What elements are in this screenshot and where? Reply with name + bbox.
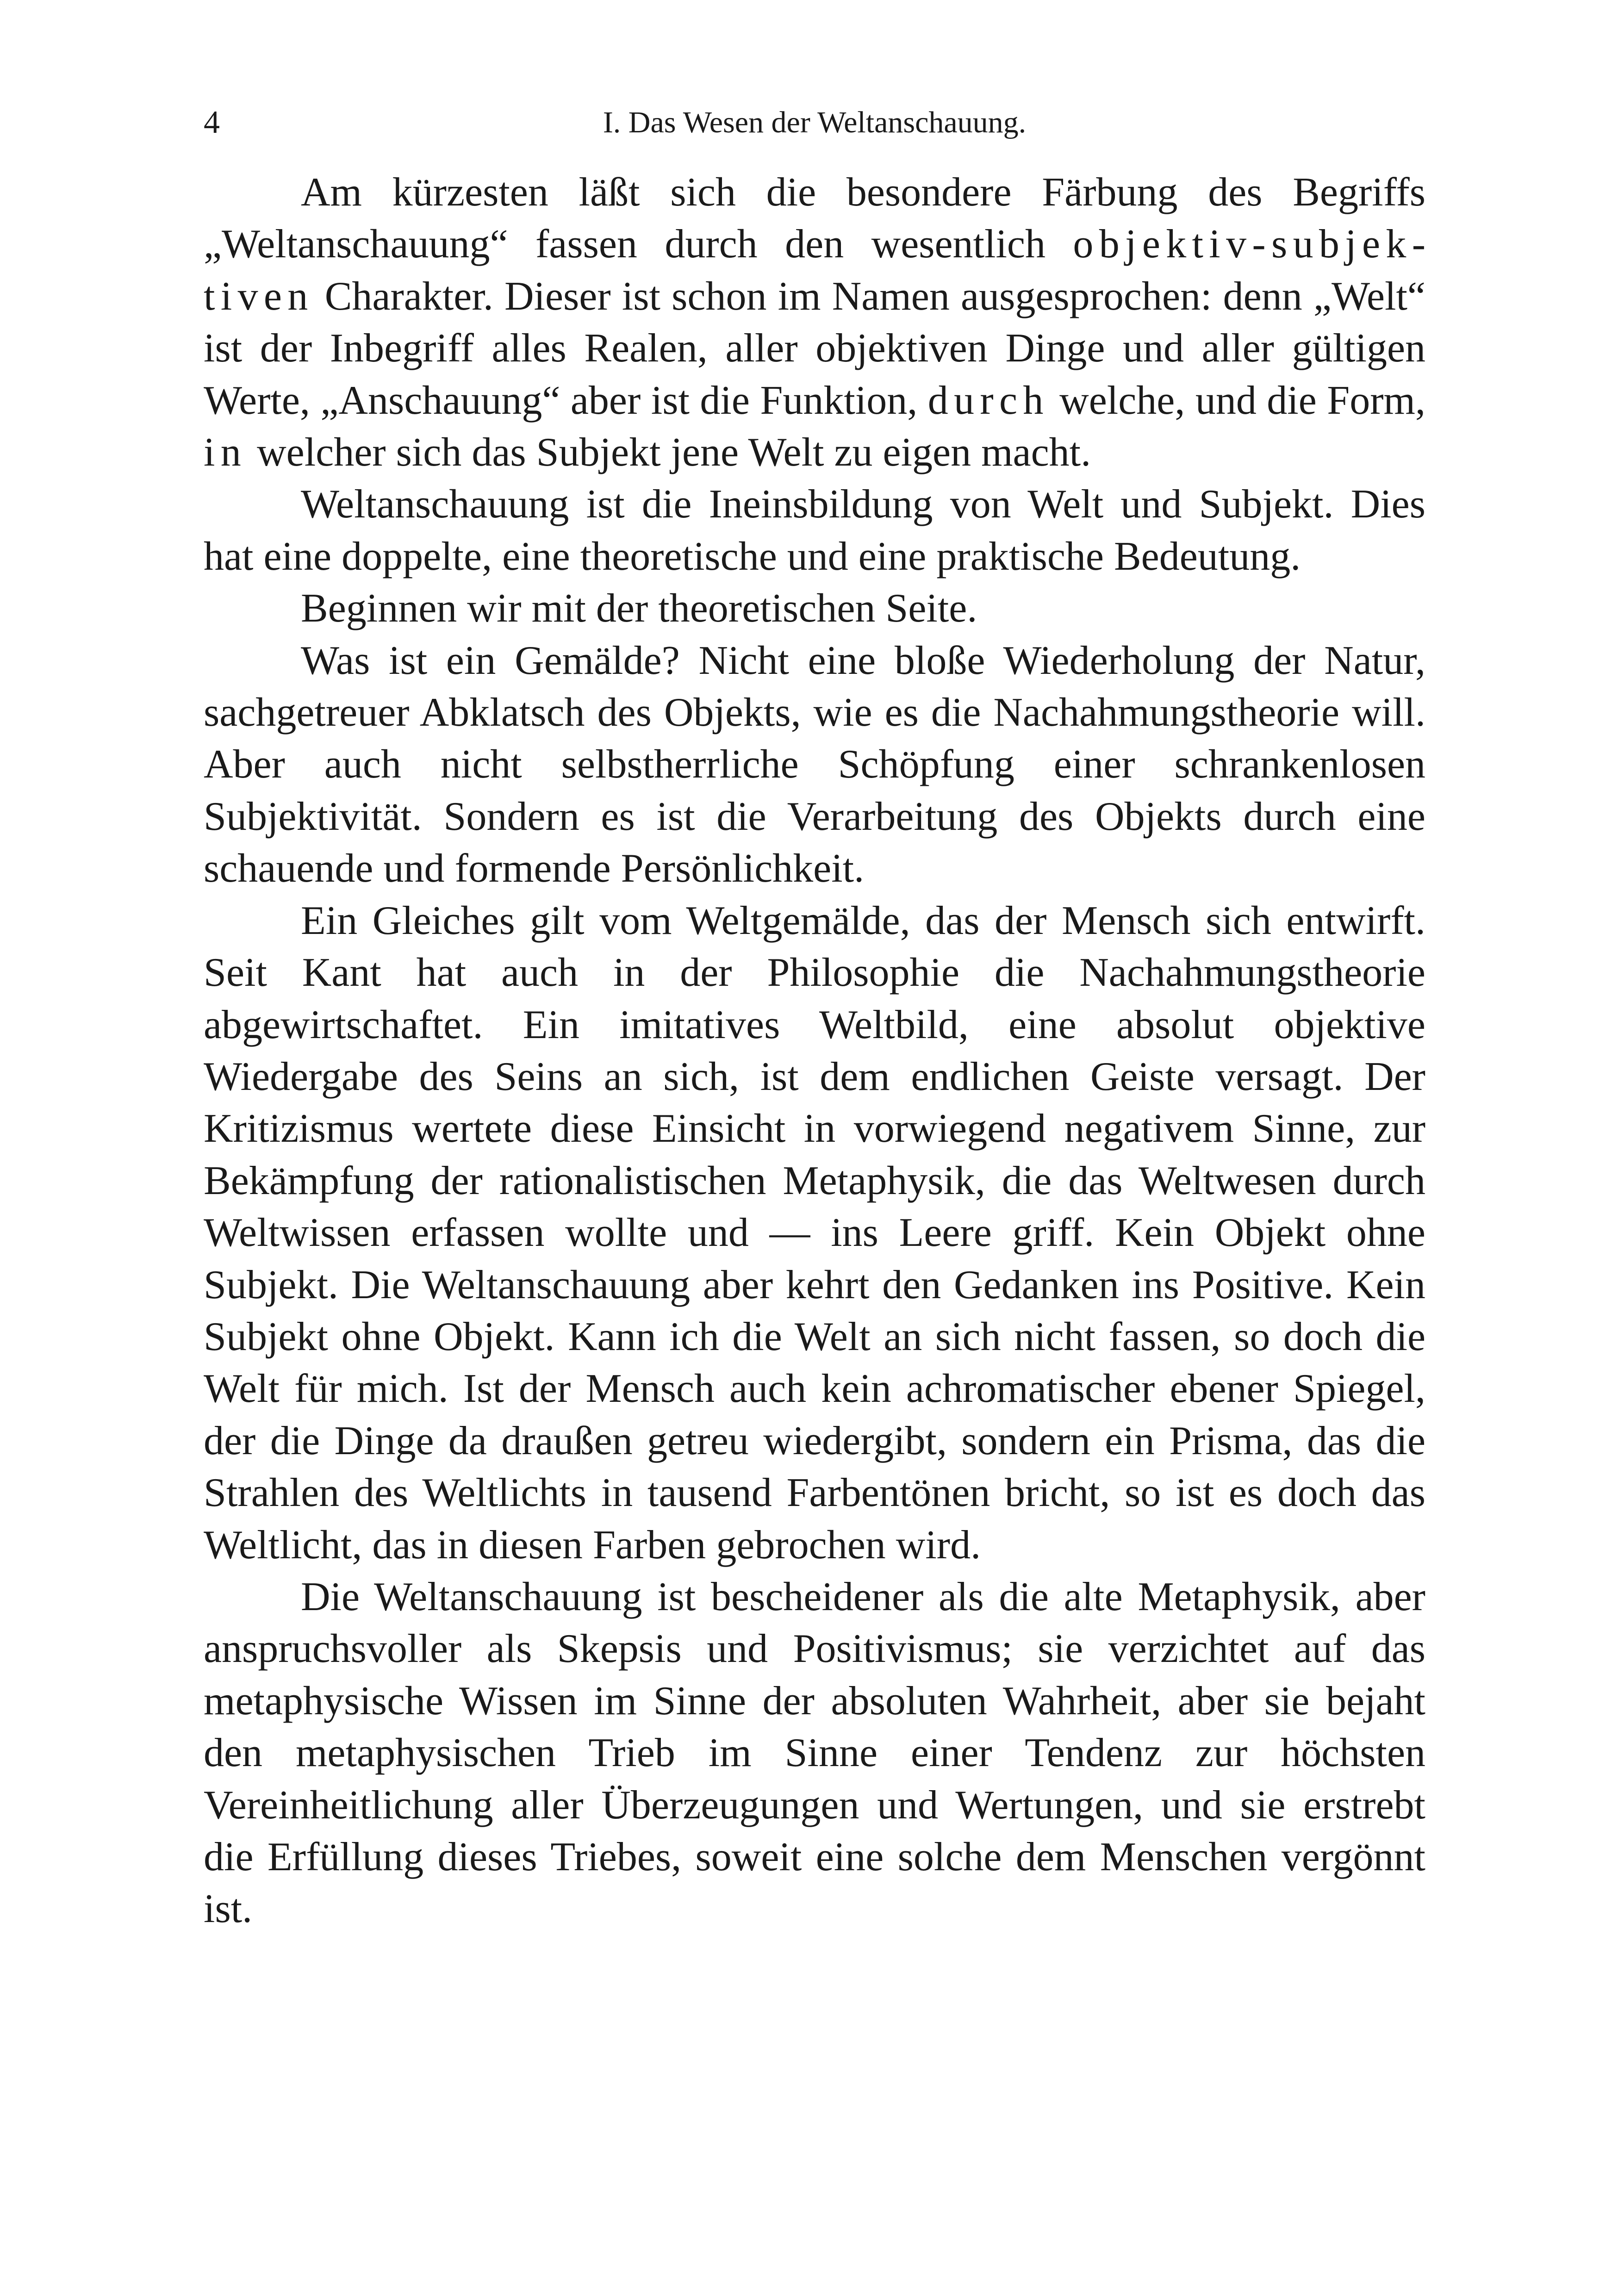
- paragraph-1-text-end: welcher sich das Subjekt jene Welt zu eigen macht.: [247, 430, 1091, 475]
- paragraph-1-text-cont-2: welche, und die Form,: [1049, 378, 1425, 423]
- running-head: [204, 95, 1425, 150]
- spaced-term-objektiv-subjektiven: objektiv-subjektiven: [204, 222, 1425, 319]
- page-number: 4: [204, 105, 220, 140]
- paragraph-5: Ein Gleiches gilt vom Weltgemälde, das der Mensch sich entwirft. Seit Kant hat auch in der Philosophie die Nachahmungstheorie abgewirtschaftet. Ein imitatives Weltbild, eine absolut objektive Wiedergabe des Seins an sich, ist dem endlichen Geiste versagt. Der Kritizismus wertete diese Einsicht in vorwiegend negativem Sinne, zur Bekämpfung der rationalistischen Metaphysik, die das Weltwesen durch Weltwissen erfassen wollte und — ins Leere griff. Kein Objekt ohne Subjekt. Die Weltanschauung aber kehrt den Gedanken ins Positive. Kein Subjekt ohne Objekt. Kann ich die Welt an sich nicht fassen, so doch die Welt für mich. Ist der Mensch auch kein achromatischer ebener Spiegel, der die Dinge da draußen getreu wiedergibt, sondern ein Prisma, das die Strahlen des Weltlichts in tausend Farbentönen bricht, so ist es doch das Weltlicht, das in diesen Farben gebrochen wird.: [204, 898, 1425, 1568]
- paragraph-2: Weltanschauung ist die Ineinsbildung von Welt und Subjekt. Dies hat eine doppelte, eine theoretische und eine praktische Bedeutung.: [204, 482, 1425, 579]
- spaced-term-durch: durch: [927, 378, 1049, 423]
- running-head-title: I. Das Wesen der Weltanschauung.: [603, 106, 1027, 139]
- paragraph-1: [204, 167, 1425, 479]
- body-text: [204, 167, 1425, 1935]
- paragraph-3: Beginnen wir mit der theoretischen Seite.: [301, 586, 977, 631]
- paragraph-1-text-cont: Charakter. Dieser ist schon im Namen ausgesprochen: denn „Welt“ ist der Inbegriff alles Realen, aller objektiven Dinge und aller gültigen Werte, „Anschauung“ aber ist die Funktion,: [204, 274, 1425, 423]
- paragraph-1-text: Am kürzesten läßt sich die besondere Färbung des Begriffs „Weltanschauung“ fassen durch den wesentlich: [204, 170, 1425, 267]
- paragraph-4: Was ist ein Gemälde? Nicht eine bloße Wiederholung der Natur, sachgetreuer Abklatsch des Objekts, wie es die Nachahmungstheorie will. Aber auch nicht selbstherrliche Schöpfung einer schrankenlosen Subjektivität. Sondern es ist die Verarbeitung des Objekts durch eine schauende und formende Persönlichkeit.: [204, 638, 1425, 891]
- paragraph-6: Die Weltanschauung ist bescheidener als die alte Metaphysik, aber anspruchsvoller als Skepsis und Positivismus; sie verzichtet auf das metaphysische Wissen im Sinne der absoluten Wahrheit, aber sie bejaht den metaphysischen Trieb im Sinne einer Tendenz zur höchsten Vereinheitlichung aller Überzeugungen und Wertungen, und sie erstrebt die Erfüllung dieses Triebes, soweit eine solche dem Menschen vergönnt ist.: [204, 1574, 1425, 1932]
- spaced-term-in: in: [204, 430, 247, 475]
